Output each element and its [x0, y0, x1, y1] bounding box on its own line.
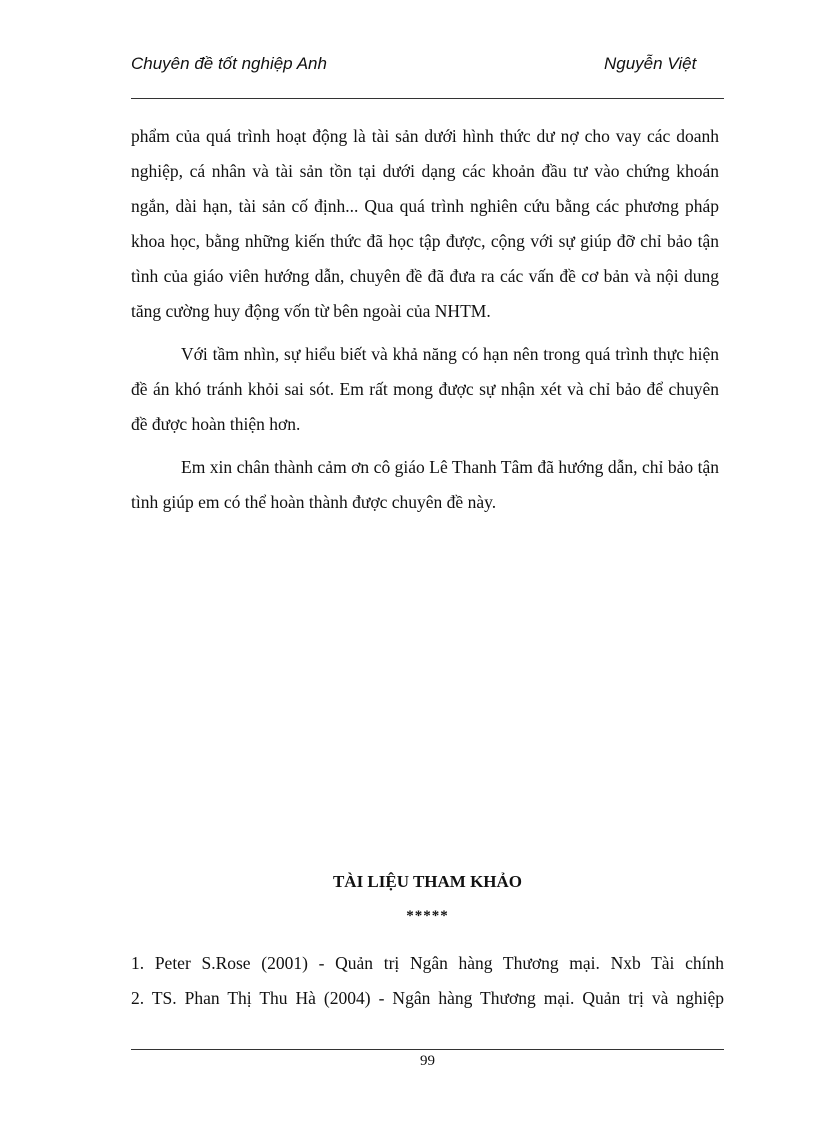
paragraph-thanks: Em xin chân thành cảm ơn cô giáo Lê Thanh Tâm đã hướng dẫn, chỉ bảo tận tình giúp em có thể hoàn thành được chuyên đề này.: [131, 457, 719, 512]
references-list: [131, 946, 724, 1016]
page-header: [131, 52, 724, 98]
header-author: Nguyễn Việt: [604, 54, 697, 73]
reference-item: 2. TS. Phan Thị Thu Hà (2004) - Ngân hàng Thương mại. Quản trị và nghiệp: [131, 988, 724, 1008]
footer-divider: [131, 1049, 724, 1050]
page-number: 99: [420, 1053, 435, 1069]
reference-item: 1. Peter S.Rose (2001) - Quản trị Ngân hàng Thương mại. Nxb Tài chính: [131, 953, 724, 973]
paragraph-apology: Với tầm nhìn, sự hiểu biết và khả năng có hạn nên trong quá trình thực hiện đề án khó tránh khỏi sai sót. Em rất mong được sự nhận xét và chỉ bảo để chuyên đề được hoàn thiện hơn.: [131, 344, 719, 434]
header-divider: [131, 98, 724, 99]
paragraph-conclusion: phẩm của quá trình hoạt động là tài sản dưới hình thức dư nợ cho vay các doanh nghiệp, cá nhân và tài sản tồn tại dưới dạng các khoản đầu tư vào chứng khoán ngắn, dài hạn, tài sản cố định... Qua quá trình nghiên cứu bằng các phương pháp khoa học, bằng những kiến thức đã học tập được, cộng với sự giúp đỡ chỉ bảo tận tình của giáo viên hướng dẫn, chuyên đề đã đưa ra các vấn đề cơ bản và nội dung tăng cường huy động vốn từ bên ngoài của NHTM.: [131, 126, 719, 321]
body-text: [131, 119, 719, 520]
references-separator: *****: [406, 908, 449, 924]
references-title: TÀI LIỆU THAM KHẢO: [332, 872, 523, 891]
header-document-type: Chuyên đề tốt nghiệp Anh: [131, 54, 327, 73]
